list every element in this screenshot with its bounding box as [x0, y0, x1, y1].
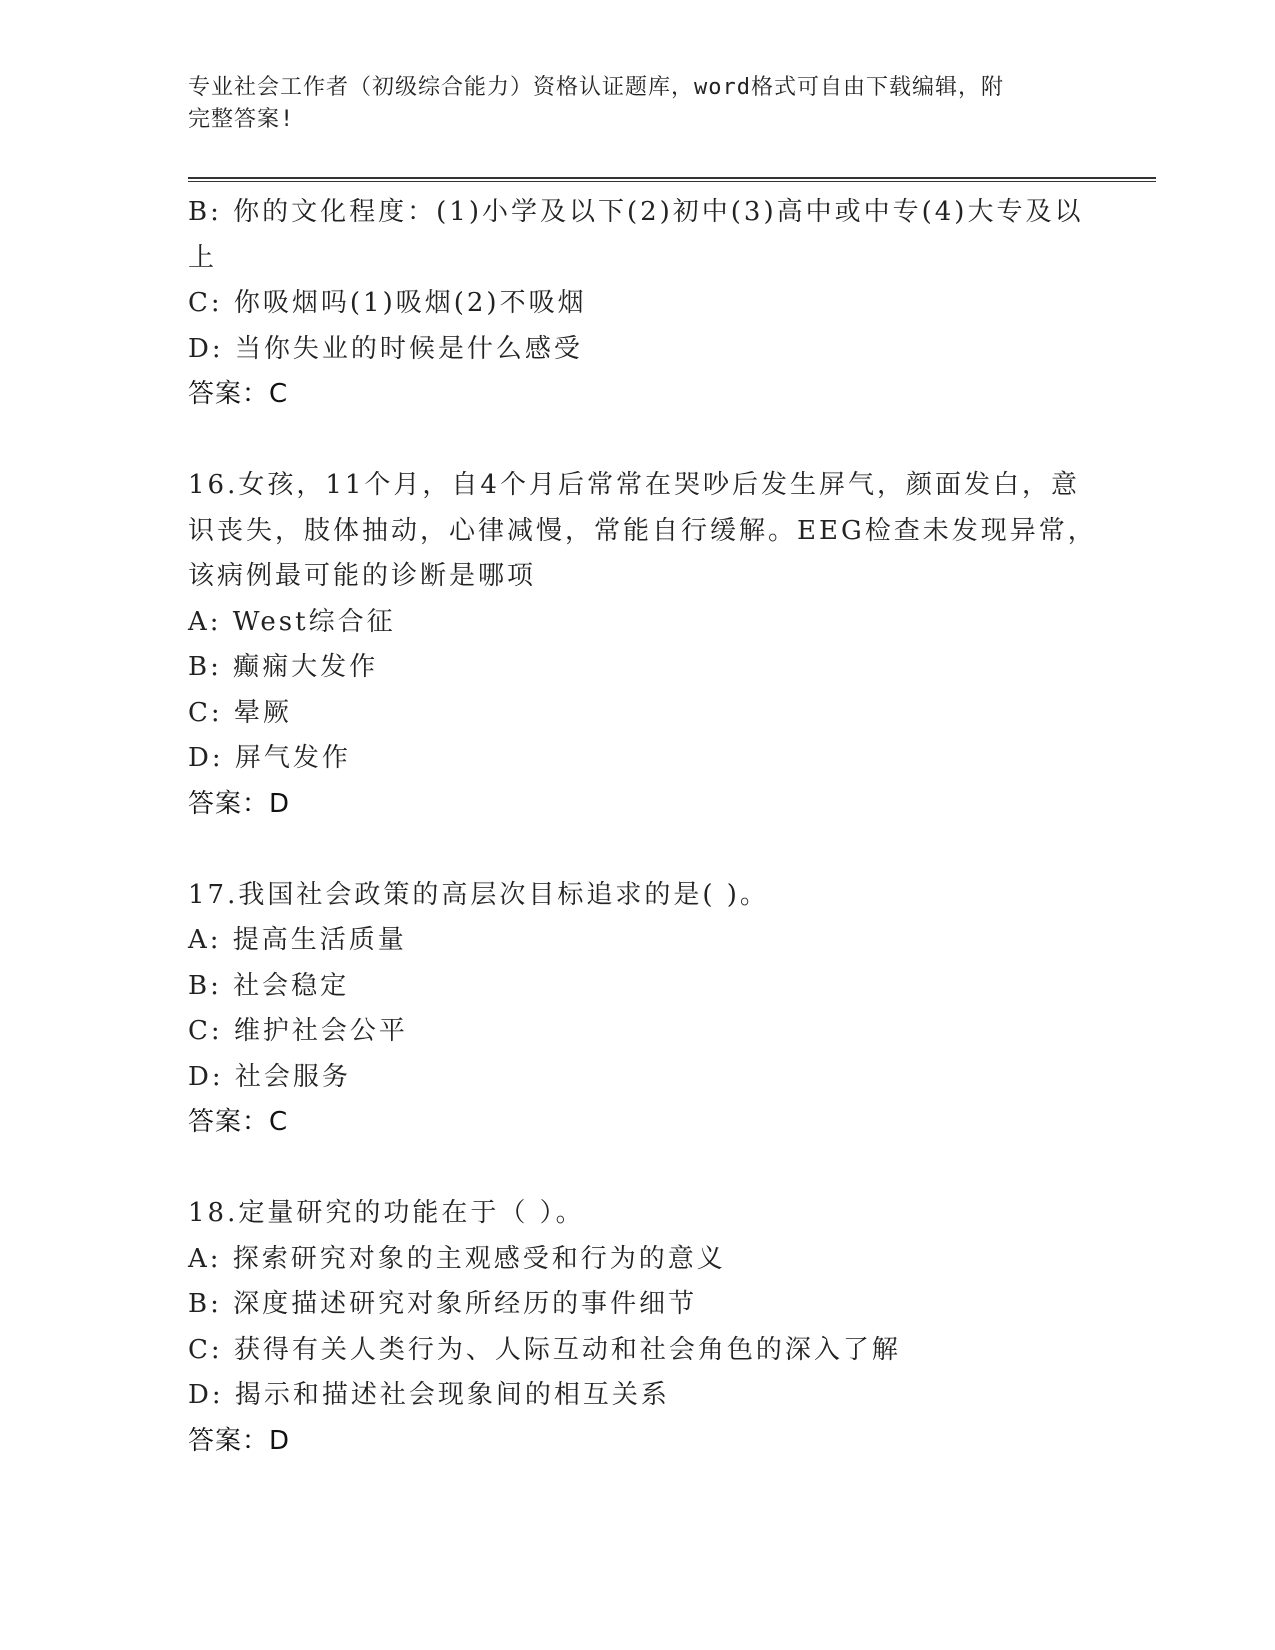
option-b-line-1: B: 你的文化程度：(1)小学及以下(2)初中(3)高中或中专(4)大专及以 — [188, 197, 1084, 227]
option-a: A: 探索研究对象的主观感受和行为的意义 — [188, 1243, 726, 1274]
question-stem-line-1: 16.女孩，11个月，自4个月后常常在哭吵后发生屏气，颜面发白，意 — [188, 470, 1080, 500]
question-16 — [188, 463, 1097, 827]
question-17 — [188, 873, 1088, 1146]
question-stem: 18.定量研究的功能在于（ ）。 — [188, 1198, 585, 1228]
option-b-line-2: 上 — [188, 242, 218, 273]
option-d: D: 社会服务 — [188, 1061, 351, 1092]
option-d: D: 揭示和描述社会现象间的相互关系 — [188, 1380, 670, 1410]
option-c: C: 你吸烟吗(1)吸烟(2)不吸烟 — [188, 288, 587, 318]
option-c: C: 晕厥 — [188, 697, 292, 728]
option-b: B: 深度描述研究对象所经历的事件细节 — [188, 1289, 698, 1319]
option-b: B: 癫痫大发作 — [188, 652, 379, 682]
question-stem-line-2: 识丧失，肢体抽动，心律减慢，常能自行缓解。EEG检查未发现异常， — [188, 515, 1097, 546]
header-title-line-2: 完整答案! — [188, 107, 295, 132]
option-a: A: 提高生活质量 — [188, 925, 407, 955]
option-b: B: 社会稳定 — [188, 970, 350, 1001]
answer: 答案：C — [188, 379, 289, 409]
header-divider — [188, 177, 1156, 182]
answer: 答案：C — [188, 1107, 289, 1137]
option-d: D: 当你失业的时候是什么感受 — [188, 333, 583, 364]
spacer — [188, 1146, 1088, 1192]
spacer — [188, 827, 1088, 873]
option-c: C: 获得有关人类行为、人际互动和社会角色的深入了解 — [188, 1334, 901, 1365]
question-stem-line-3: 该病例最可能的诊断是哪项 — [188, 561, 537, 591]
answer: 答案：D — [188, 1425, 291, 1456]
option-c: C: 维护社会公平 — [188, 1016, 408, 1046]
header-title-line-1: 专业社会工作者（初级综合能力）资格认证题库，word格式可自由下载编辑，附 — [188, 75, 1004, 100]
option-a: A: West综合征 — [188, 606, 396, 637]
question-15-tail — [188, 190, 1088, 418]
question-list — [188, 190, 1097, 1464]
answer: 答案：D — [188, 788, 291, 819]
question-stem: 17.我国社会政策的高层次目标追求的是( )。 — [188, 879, 769, 910]
document-header — [188, 72, 1088, 136]
question-18 — [188, 1191, 1088, 1464]
option-d: D: 屏气发作 — [188, 743, 351, 773]
spacer — [188, 418, 1088, 464]
